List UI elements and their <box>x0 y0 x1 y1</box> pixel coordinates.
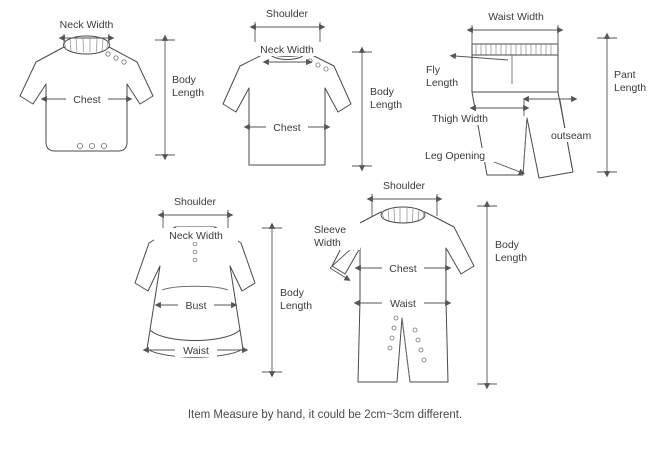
snap-button <box>316 63 320 67</box>
label-body-length-line1: Body <box>172 74 196 86</box>
label-body-length-line1: Body <box>495 239 519 251</box>
label-neck-width: Neck Width <box>169 230 223 242</box>
label-body-length-line2: Length <box>172 87 205 99</box>
snap-button <box>419 348 423 352</box>
snap-button <box>89 143 94 148</box>
snap-button <box>122 60 126 64</box>
figure-caption: Item Measure by hand, it could be 2cm~3cm different. <box>187 409 463 421</box>
snap-button <box>413 328 417 332</box>
snap-button <box>388 346 392 350</box>
snap-button <box>392 326 396 330</box>
sweater-outline <box>223 52 351 165</box>
label-pant-length-line1: Pant <box>614 69 636 81</box>
panel-pants <box>423 9 650 178</box>
label-fly-length-line1: Fly <box>426 64 440 76</box>
label-outseam: outseam <box>551 130 592 142</box>
label-fly-length-line2: Length <box>426 77 459 89</box>
snap-button <box>394 316 398 320</box>
label-waist-width: Waist Width <box>488 11 544 23</box>
label-thigh-width: Thigh Width <box>432 113 489 125</box>
panel-bodysuit <box>20 17 212 155</box>
label-bust: Bust <box>185 300 207 312</box>
label-body-length-line2: Length <box>370 99 403 111</box>
pants-waistband <box>472 44 558 55</box>
snap-button <box>77 143 82 148</box>
label-sleeve-width-line1: Sleeve <box>314 224 347 236</box>
panel-dress <box>135 194 322 372</box>
label-sleeve-width-line2: Width <box>314 237 341 249</box>
label-waist: Waist <box>183 345 209 357</box>
snap-button <box>324 67 328 71</box>
snap-button <box>193 258 197 262</box>
snap-button <box>101 143 106 148</box>
label-chest: Chest <box>389 263 417 275</box>
snap-button <box>114 56 118 60</box>
label-pant-length-line2: Length <box>614 82 647 94</box>
snap-button <box>390 336 394 340</box>
label-body-length-line2: Length <box>495 252 528 264</box>
panel-jumpsuit <box>312 178 537 384</box>
label-waist: Waist <box>390 298 416 310</box>
snap-button <box>308 59 312 63</box>
label-neck-width: Neck Width <box>260 44 314 56</box>
snap-button <box>422 358 426 362</box>
label-shoulder: Shoulder <box>265 8 309 20</box>
label-chest: Chest <box>273 122 301 134</box>
snap-button <box>193 250 197 254</box>
label-body-length-line1: Body <box>370 86 394 98</box>
label-chest: Chest <box>73 94 101 106</box>
snap-button <box>193 242 197 246</box>
snap-button <box>106 52 110 56</box>
snap-button <box>416 338 420 342</box>
label-shoulder: Shoulder <box>173 196 217 208</box>
label-neck-width: Neck Width <box>59 19 114 31</box>
label-body-length-line1: Body <box>280 287 304 299</box>
label-body-length-line2: Length <box>280 300 313 312</box>
pants-upper <box>472 55 558 92</box>
label-leg-opening: Leg Opening <box>425 150 486 162</box>
label-shoulder: Shoulder <box>382 180 426 192</box>
panel-sweater <box>223 6 412 166</box>
